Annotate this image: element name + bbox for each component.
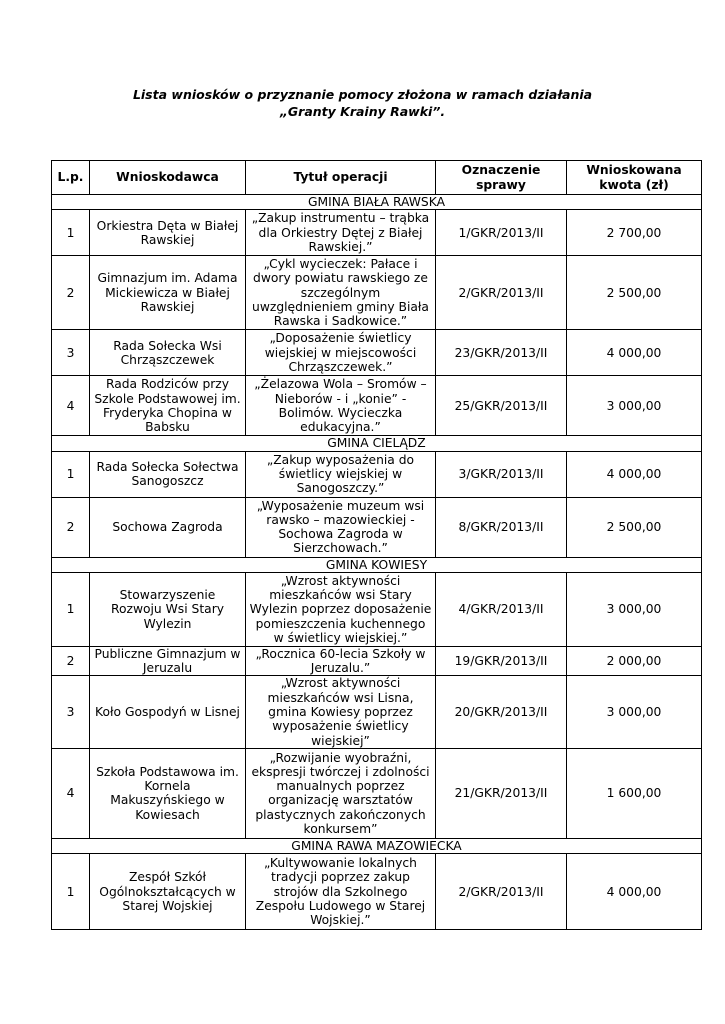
row-lp: 2: [52, 497, 90, 557]
row-operation-title: „Doposażenie świetlicy wiejskiej w miejscowości Chrząszczewek.”: [246, 330, 436, 376]
row-amount: 2 700,00: [567, 210, 702, 256]
row-case-number: 19/GKR/2013/II: [436, 646, 567, 676]
document-title-line1: Lista wniosków o przyznanie pomocy złożona w ramach działania: [132, 87, 593, 102]
section-title: GMINA RAWA MAZOWIECKA: [52, 838, 702, 853]
row-applicant: Koło Gospodyń w Lisnej: [90, 676, 246, 748]
row-lp: 3: [52, 676, 90, 748]
row-applicant: Rada Sołecka Wsi Chrząszczewek: [90, 330, 246, 376]
row-operation-title: „Wzrost aktywności mieszkańców wsi Stary Wylezin poprzez doposażenie pomieszczenia kuchennego w świetlicy wiejskiej.”: [246, 572, 436, 646]
row-lp: 1: [52, 854, 90, 930]
row-lp: 3: [52, 330, 90, 376]
table-row: [52, 676, 702, 748]
row-amount: 3 000,00: [567, 676, 702, 748]
row-amount: 2 500,00: [567, 256, 702, 330]
header-operation-title: Tytuł operacji: [246, 161, 436, 195]
header-applicant: Wnioskodawca: [90, 161, 246, 195]
row-lp: 2: [52, 646, 90, 676]
document-title-line2: „Granty Krainy Rawki”.: [279, 104, 446, 119]
row-amount: 2 000,00: [567, 646, 702, 676]
row-operation-title: „Żelazowa Wola – Sromów – Nieborów - i „konie” - Bolimów. Wycieczka edukacyjna.”: [246, 376, 436, 436]
row-applicant: Zespół Szkół Ogólnokształcących w Starej Wojskiej: [90, 854, 246, 930]
table-row: [52, 330, 702, 376]
table-body: [52, 195, 702, 930]
row-amount: 4 000,00: [567, 330, 702, 376]
row-amount: 4 000,00: [567, 854, 702, 930]
row-operation-title: „Cykl wycieczek: Pałace i dwory powiatu rawskiego ze szczególnym uwzględnieniem gminy Biała Rawska i Sadkowice.”: [246, 256, 436, 330]
table-row: [52, 854, 702, 930]
header-requested-amount: Wnioskowana kwota (zł): [567, 161, 702, 195]
table-row: [52, 748, 702, 838]
header-case-number: Oznaczenie sprawy: [436, 161, 567, 195]
table-row: [52, 497, 702, 557]
row-case-number: 21/GKR/2013/II: [436, 748, 567, 838]
section-row: [52, 557, 702, 572]
row-amount: 1 600,00: [567, 748, 702, 838]
section-row: [52, 195, 702, 210]
row-operation-title: „Rocznica 60-lecia Szkoły w Jeruzalu.”: [246, 646, 436, 676]
row-applicant: Rada Sołecka Sołectwa Sanogoszcz: [90, 451, 246, 497]
section-title: GMINA BIAŁA RAWSKA: [52, 195, 702, 210]
row-case-number: 2/GKR/2013/II: [436, 854, 567, 930]
row-lp: 4: [52, 376, 90, 436]
row-amount: 3 000,00: [567, 572, 702, 646]
row-case-number: 23/GKR/2013/II: [436, 330, 567, 376]
section-row: [52, 436, 702, 451]
row-amount: 4 000,00: [567, 451, 702, 497]
row-lp: 1: [52, 451, 90, 497]
row-operation-title: „Rozwijanie wyobraźni, ekspresji twórczej i zdolności manualnych poprzez organizację warsztatów plastycznych zakończonych konkursem”: [246, 748, 436, 838]
row-applicant: Rada Rodziców przy Szkole Podstawowej im. Fryderyka Chopina w Babsku: [90, 376, 246, 436]
row-lp: 1: [52, 210, 90, 256]
table-row: [52, 256, 702, 330]
row-lp: 2: [52, 256, 90, 330]
row-case-number: 2/GKR/2013/II: [436, 256, 567, 330]
row-amount: 2 500,00: [567, 497, 702, 557]
section-title: GMINA CIELĄDZ: [52, 436, 702, 451]
header-lp: L.p.: [52, 161, 90, 195]
row-case-number: 8/GKR/2013/II: [436, 497, 567, 557]
table-row: [52, 572, 702, 646]
row-applicant: Sochowa Zagroda: [90, 497, 246, 557]
row-applicant: Stowarzyszenie Rozwoju Wsi Stary Wylezin: [90, 572, 246, 646]
section-row: [52, 838, 702, 853]
table-row: [52, 646, 702, 676]
applications-table: [51, 160, 702, 930]
table-row: [52, 451, 702, 497]
row-operation-title: „Wyposażenie muzeum wsi rawsko – mazowieckiej - Sochowa Zagroda w Sierzchowach.”: [246, 497, 436, 557]
row-operation-title: „Zakup wyposażenia do świetlicy wiejskiej w Sanogoszczy.”: [246, 451, 436, 497]
row-applicant: Gimnazjum im. Adama Mickiewicza w Białej Rawskiej: [90, 256, 246, 330]
row-case-number: 4/GKR/2013/II: [436, 572, 567, 646]
row-operation-title: „Wzrost aktywności mieszkańców wsi Lisna, gmina Kowiesy poprzez wyposażenie świetlicy wiejskiej”: [246, 676, 436, 748]
row-lp: 1: [52, 572, 90, 646]
row-amount: 3 000,00: [567, 376, 702, 436]
row-case-number: 1/GKR/2013/II: [436, 210, 567, 256]
header-row: [52, 161, 702, 195]
row-operation-title: „Kultywowanie lokalnych tradycji poprzez zakup strojów dla Szkolnego Zespołu Ludowego w Starej Wojskiej.”: [246, 854, 436, 930]
row-operation-title: „Zakup instrumentu – trąbka dla Orkiestry Dętej z Białej Rawskiej.”: [246, 210, 436, 256]
row-applicant: Publiczne Gimnazjum w Jeruzalu: [90, 646, 246, 676]
row-case-number: 25/GKR/2013/II: [436, 376, 567, 436]
row-applicant: Szkoła Podstawowa im. Kornela Makuszyńskiego w Kowiesach: [90, 748, 246, 838]
table-row: [52, 210, 702, 256]
table-row: [52, 376, 702, 436]
row-case-number: 20/GKR/2013/II: [436, 676, 567, 748]
section-title: GMINA KOWIESY: [52, 557, 702, 572]
row-lp: 4: [52, 748, 90, 838]
row-applicant: Orkiestra Dęta w Białej Rawskiej: [90, 210, 246, 256]
row-case-number: 3/GKR/2013/II: [436, 451, 567, 497]
